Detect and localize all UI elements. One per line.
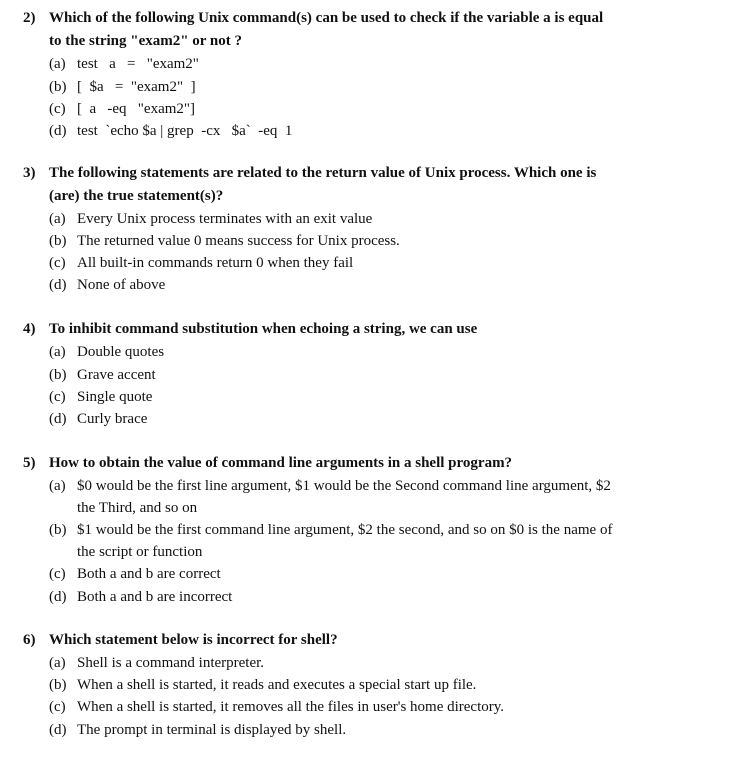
option-text: None of above xyxy=(77,277,166,293)
option-text: [ $a = "exam2" ] xyxy=(77,79,196,95)
option-letter: (a) xyxy=(49,478,66,494)
option-letter: (b) xyxy=(49,367,67,383)
option-letter: (b) xyxy=(49,233,67,249)
option-text: Single quote xyxy=(77,389,153,405)
option-text: All built-in commands return 0 when they fail xyxy=(77,255,354,271)
option-text: $0 would be the first line argument, $1 would be the Second command line argument, $2 xyxy=(77,478,611,494)
option-letter: (c) xyxy=(49,255,66,271)
option-text-continued: the script or function xyxy=(77,544,203,560)
option-text: The prompt in terminal is displayed by shell. xyxy=(77,722,347,738)
option-letter: (d) xyxy=(49,411,67,427)
option-text: [ a -eq "exam2"] xyxy=(77,101,196,117)
question-number: 5) xyxy=(23,455,36,471)
option-letter: (a) xyxy=(49,344,66,360)
question-stem-line: To inhibit command substitution when echoing a string, we can use xyxy=(49,321,478,337)
question-stem-line: (are) the true statement(s)? xyxy=(49,188,224,204)
option-text: test `echo $a | grep -cx $a` -eq 1 xyxy=(77,123,293,139)
option-text: The returned value 0 means success for Unix process. xyxy=(77,233,400,249)
option-letter: (a) xyxy=(49,211,66,227)
question-stem-line: Which of the following Unix command(s) can be used to check if the variable a is equal xyxy=(49,10,604,26)
question-number: 3) xyxy=(23,165,36,181)
option-letter: (c) xyxy=(49,101,66,117)
option-text: Shell is a command interpreter. xyxy=(77,655,265,671)
option-text: $1 would be the first command line argument, $2 the second, and so on $0 is the name of xyxy=(77,522,613,538)
option-text: Both a and b are incorrect xyxy=(77,589,233,605)
option-text: When a shell is started, it reads and executes a special start up file. xyxy=(77,677,477,693)
option-text: When a shell is started, it removes all the files in user's home directory. xyxy=(77,699,505,715)
option-text-continued: the Third, and so on xyxy=(77,500,198,516)
option-letter: (b) xyxy=(49,522,67,538)
option-letter: (a) xyxy=(49,655,66,671)
option-text: Curly brace xyxy=(77,411,148,427)
option-letter: (d) xyxy=(49,277,67,293)
option-letter: (b) xyxy=(49,677,67,693)
option-letter: (d) xyxy=(49,123,67,139)
question-stem-line: to the string "exam2" or not ? xyxy=(49,33,243,49)
option-letter: (c) xyxy=(49,389,66,405)
option-letter: (c) xyxy=(49,566,66,582)
option-letter: (d) xyxy=(49,589,67,605)
option-letter: (d) xyxy=(49,722,67,738)
question-number: 2) xyxy=(23,10,36,26)
option-text: test a = "exam2" xyxy=(77,56,199,72)
question-stem-line: Which statement below is incorrect for shell? xyxy=(49,632,338,648)
question-number: 4) xyxy=(23,321,36,337)
option-letter: (b) xyxy=(49,79,67,95)
option-letter: (c) xyxy=(49,699,66,715)
question-number: 6) xyxy=(23,632,36,648)
question-stem-line: How to obtain the value of command line arguments in a shell program? xyxy=(49,455,513,471)
option-text: Every Unix process terminates with an exit value xyxy=(77,211,373,227)
option-text: Both a and b are correct xyxy=(77,566,221,582)
option-text: Grave accent xyxy=(77,367,156,383)
option-letter: (a) xyxy=(49,56,66,72)
option-text: Double quotes xyxy=(77,344,165,360)
question-stem-line: The following statements are related to the return value of Unix process. Which one is xyxy=(49,165,597,181)
